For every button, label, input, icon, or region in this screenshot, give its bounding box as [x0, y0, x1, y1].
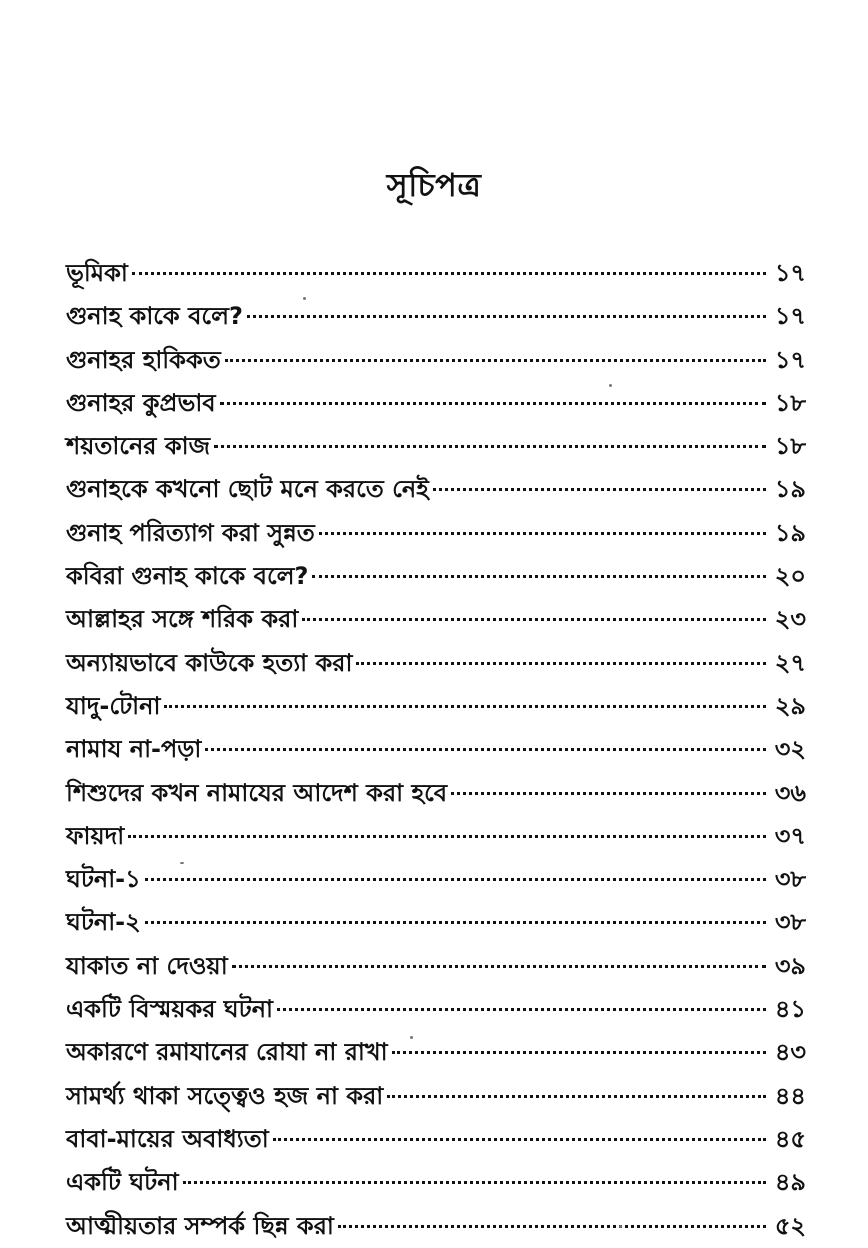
scan-speck [303, 297, 306, 300]
dot-leader [220, 402, 766, 405]
toc-entry-title: গুনাহ কাকে বলে? [66, 302, 243, 331]
toc-entry-page-number: ৪৫ [774, 1124, 806, 1153]
dot-leader [302, 618, 766, 621]
toc-entry-page-number: ৫২ [774, 1211, 806, 1240]
toc-entry [66, 468, 806, 511]
toc-entry-title: শয়তানের কাজ [66, 432, 211, 461]
dot-leader [392, 1051, 766, 1054]
dot-leader [183, 1181, 766, 1184]
toc-entry-title: একটি ঘটনা [66, 1168, 179, 1197]
scan-speck [410, 1036, 413, 1039]
toc-entry-title: একটি বিস্ময়কর ঘটনা [66, 995, 273, 1024]
toc-entry-page-number: ১৭ [774, 345, 806, 374]
toc-entry-title: নামায না-পড়া [66, 735, 202, 764]
toc-entry [66, 382, 806, 425]
toc-entry [66, 772, 806, 815]
toc-entry-page-number: ৩৯ [774, 951, 806, 980]
toc-entry-page-number: ১৯ [774, 475, 806, 504]
dot-leader [128, 835, 766, 838]
toc-entry-page-number: ১৭ [774, 302, 806, 331]
toc-entry [66, 555, 806, 598]
toc-entry-title: যাকাত না দেওয়া [66, 951, 228, 980]
scan-speck [180, 862, 184, 864]
toc-entry-page-number: ৩৮ [774, 865, 806, 894]
toc-entry-page-number: ১৭ [774, 259, 806, 287]
toc-entry-page-number: ১৯ [774, 518, 806, 547]
toc-entry-page-number: ৩৭ [774, 821, 806, 850]
toc-entry [66, 642, 806, 685]
dot-leader [214, 445, 766, 448]
dot-leader [225, 359, 766, 362]
toc-entry-title: যাদু-টোনা [66, 691, 161, 720]
toc-entry-title: অকারণে রমাযানের রোযা না রাখা [66, 1038, 388, 1067]
table-of-contents [66, 252, 806, 1248]
scan-speck [619, 1225, 622, 1228]
dot-leader [145, 878, 766, 881]
page-title: সূচিপত্র [386, 166, 482, 204]
toc-entry-page-number: ২৩ [774, 605, 806, 634]
toc-entry-title: গুনাহ পরিত্যাগ করা সুন্নত [66, 518, 315, 547]
dot-leader [232, 965, 766, 968]
dot-leader [356, 662, 766, 665]
toc-entry-page-number: ৪১ [774, 995, 806, 1024]
toc-entry-title: ঘটনা-১ [66, 865, 141, 894]
toc-entry [66, 1031, 806, 1074]
toc-entry-page-number: ৩৬ [774, 778, 806, 807]
toc-entry-title: গুনাহর কুপ্রভাব [66, 388, 216, 417]
dot-leader [205, 748, 766, 751]
toc-entry [66, 1161, 806, 1204]
toc-entry-page-number: ২৭ [774, 648, 806, 677]
toc-entry [66, 858, 806, 901]
toc-entry [66, 988, 806, 1031]
dot-leader [164, 705, 766, 708]
dot-leader [433, 488, 766, 491]
toc-entry-title: আত্মীয়তার সম্পর্ক ছিন্ন করা [66, 1211, 334, 1240]
toc-entry-title: ভূমিকা [66, 259, 128, 287]
dot-leader [145, 921, 766, 924]
toc-entry-page-number: ৪৯ [774, 1168, 806, 1197]
toc-entry [66, 598, 806, 641]
toc-entry-page-number: ১৮ [774, 432, 806, 461]
toc-entry [66, 685, 806, 728]
dot-leader [338, 1225, 766, 1228]
toc-entry-title: অন্যায়ভাবে কাউকে হত্যা করা [66, 648, 353, 677]
dot-leader [247, 315, 766, 318]
toc-entry [66, 339, 806, 382]
toc-entry [66, 295, 806, 338]
toc-entry-page-number: ১৮ [774, 388, 806, 417]
dot-leader [451, 792, 766, 795]
toc-entry [66, 1075, 806, 1118]
toc-entry [66, 1205, 806, 1248]
toc-entry [66, 512, 806, 555]
toc-entry-title: গুনাহর হাকিকত [66, 345, 221, 374]
toc-entry-title: ফায়দা [66, 821, 125, 850]
toc-entry-title: সামর্থ্য থাকা সত্ত্বেও হজ না করা [66, 1081, 384, 1110]
dot-leader [132, 272, 766, 275]
toc-entry-page-number: ৪৪ [774, 1081, 806, 1110]
toc-entry-title: গুনাহকে কখনো ছোট মনে করতে নেই [66, 475, 429, 504]
toc-entry [66, 901, 806, 944]
scan-speck [609, 384, 612, 387]
toc-entry-title: শিশুদের কখন নামাযের আদেশ করা হবে [66, 778, 448, 807]
toc-entry-page-number: ৪৩ [774, 1038, 806, 1067]
toc-entry [66, 425, 806, 468]
toc-entry-title: বাবা-মায়ের অবাধ্যতা [66, 1124, 269, 1153]
dot-leader [319, 532, 766, 535]
toc-entry-title: ঘটনা-২ [66, 908, 141, 937]
toc-entry-page-number: ৩২ [774, 735, 806, 764]
toc-entry [66, 815, 806, 858]
toc-entry-page-number: ২৯ [774, 691, 806, 720]
toc-entry-title: আল্লাহর সঙ্গে শরিক করা [66, 605, 299, 634]
toc-entry [66, 945, 806, 988]
toc-entry-page-number: ২০ [774, 562, 806, 591]
dot-leader [277, 1008, 766, 1011]
toc-entry [66, 1118, 806, 1161]
toc-entry-title: কবিরা গুনাহ কাকে বলে? [66, 562, 309, 591]
toc-entry-page-number: ৩৮ [774, 908, 806, 937]
toc-entry [66, 252, 806, 295]
dot-leader [387, 1095, 766, 1098]
toc-entry [66, 728, 806, 771]
dot-leader [273, 1138, 766, 1141]
dot-leader [312, 575, 766, 578]
